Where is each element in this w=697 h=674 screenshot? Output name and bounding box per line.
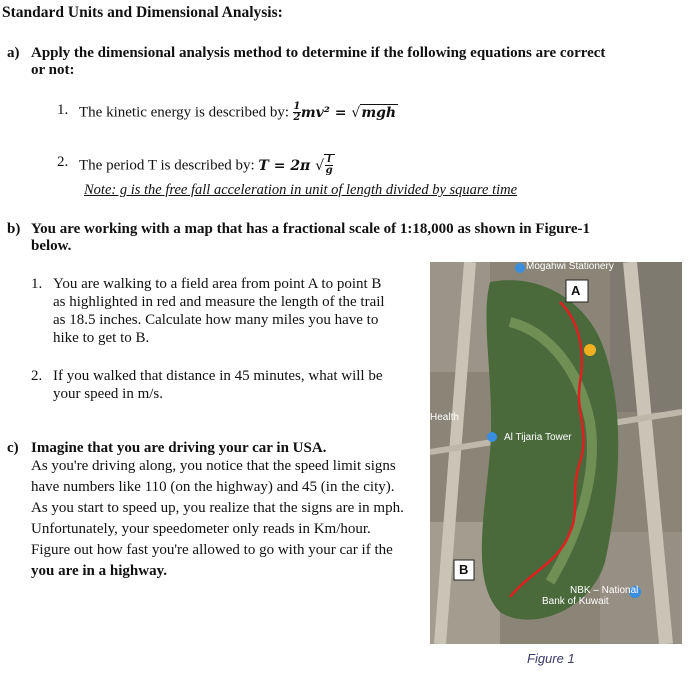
part-a-prompt-line1: Apply the dimensional analysis method to determine if the following equations are correct xyxy=(31,45,606,61)
part-a-item2 xyxy=(79,154,335,176)
part-c-line5: Figure out how fast you're allowed to go with your car if the xyxy=(31,542,393,558)
part-a-item2-num: 2. xyxy=(57,154,69,170)
part-a-item1-num: 1. xyxy=(57,102,69,118)
figure-1-map xyxy=(430,262,682,644)
part-b-item1-line1: You are walking to a field area from point A to point B xyxy=(53,276,382,292)
part-a-item1-text: The kinetic energy is described by: xyxy=(79,104,290,121)
part-a-item2-text: The period T is described by: xyxy=(79,157,255,174)
map-place-health: Health xyxy=(430,412,459,423)
map-place-nbk: NBK – National xyxy=(570,585,639,596)
part-b-item1-line3: as 18.5 inches. Calculate how many miles you have to xyxy=(53,312,379,328)
part-b-item1-line2: as highlighted in red and measure the length of the trail xyxy=(53,294,385,310)
part-a-item1 xyxy=(79,102,398,123)
part-b-item1-num: 1. xyxy=(31,276,43,292)
figure-caption: Figure 1 xyxy=(527,651,575,666)
map-label-b: B xyxy=(459,562,469,577)
part-c-line2: have numbers like 110 (on the highway) and 45 (in the city). xyxy=(31,479,395,495)
part-c-line3: As you start to speed up, you realize that the signs are in mph. xyxy=(31,500,404,516)
part-a-note: Note: g is the free fall acceleration in unit of length divided by square time xyxy=(84,182,518,198)
part-c-label: c) xyxy=(7,440,19,456)
part-c-line6: you are in a highway. xyxy=(31,563,168,579)
map-place-bank: Bank of Kuwait xyxy=(542,596,609,607)
part-a-prompt-line2: or not: xyxy=(31,62,75,78)
part-b-item1-line4: hike to get to B. xyxy=(53,330,150,346)
page-title: Standard Units and Dimensional Analysis: xyxy=(2,4,283,21)
part-b-label: b) xyxy=(7,221,21,237)
period-equation: T = 2π √ $\frac{l}{g}$ xyxy=(258,158,335,174)
part-b-prompt-line1: You are working with a map that has a fractional scale of 1:18,000 as shown in Figure-1 xyxy=(31,221,591,237)
kinetic-energy-equation: $\frac{1}{2}$ mv² = √mgh xyxy=(293,101,397,123)
part-a-label: a) xyxy=(7,45,20,61)
map-label-a: A xyxy=(571,283,581,298)
part-b-item2-line1: If you walked that distance in 45 minutes, what will be xyxy=(53,368,383,384)
part-b-prompt-line2: below. xyxy=(31,238,72,254)
part-c-line1: As you're driving along, you notice that the speed limit signs xyxy=(31,458,396,474)
part-c-line4: Unfortunately, your speedometer only reads in Km/hour. xyxy=(31,521,371,537)
map-place-mogahwi: Mogahwi Stationery xyxy=(526,262,614,272)
part-c-prompt: Imagine that you are driving your car in USA. xyxy=(31,440,327,456)
map-place-tijaria: Al Tijaria Tower xyxy=(504,432,572,443)
part-b-item2-num: 2. xyxy=(31,368,43,384)
part-b-item2-line2: your speed in m/s. xyxy=(53,386,163,402)
